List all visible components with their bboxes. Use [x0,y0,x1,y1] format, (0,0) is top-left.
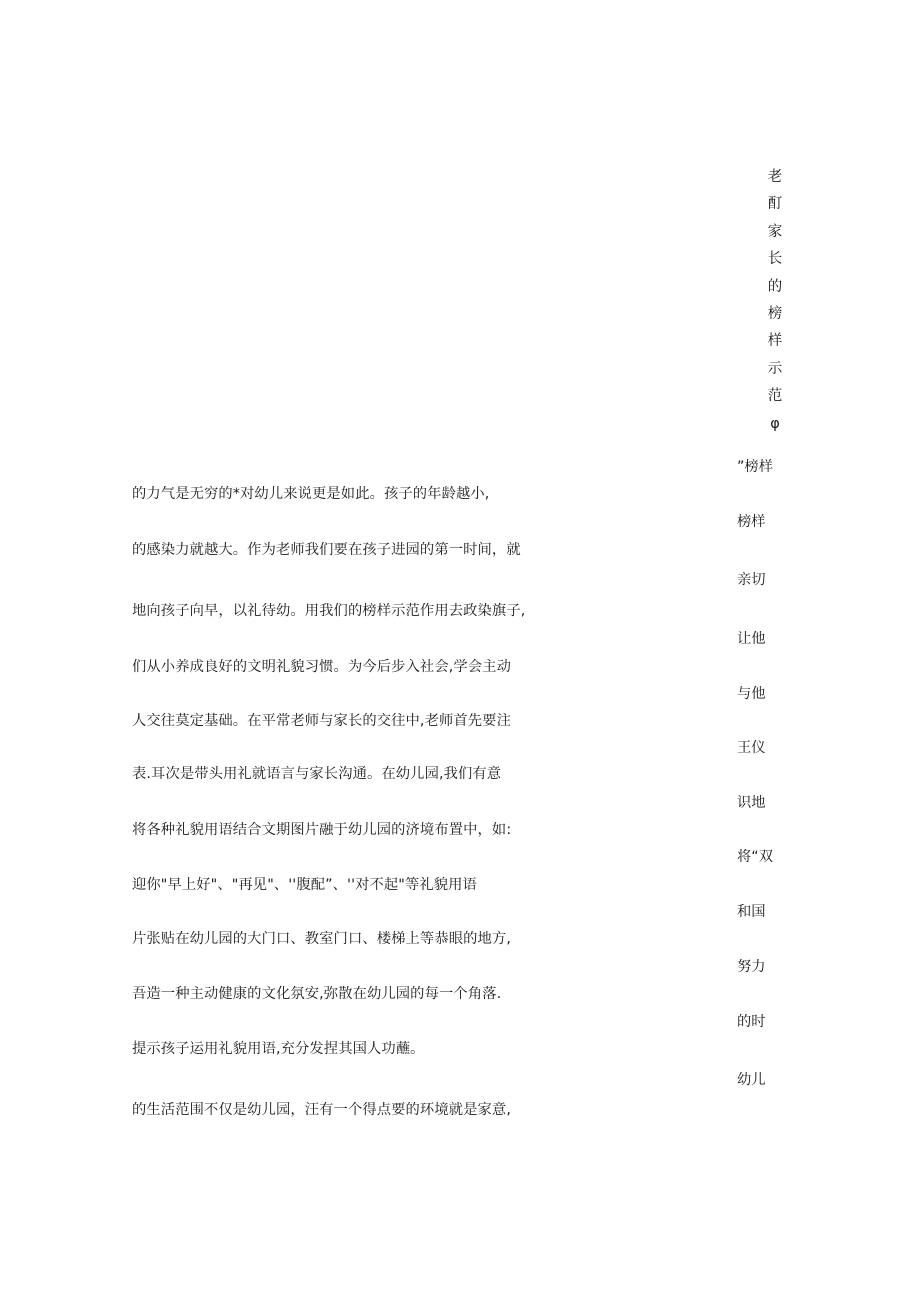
right-fragment: 王仪 [737,740,766,756]
vertical-title-char: 长 [767,251,783,268]
vertical-title [760,164,790,438]
right-fragment: 幼儿 [737,1072,766,1088]
vertical-title-char: 样 [767,333,783,350]
vertical-title-char: φ [770,415,780,432]
text-line: 迎你"早上好"、"再见"、''腹配”、''对不起"等礼貌用语 [132,877,477,893]
text-line: 地向孩子向早，以礼待幼。用我们的榜样示范作用去政染旗子, [132,603,526,619]
text-line: 表.耳次是带头用礼就语言与家长沟通。在幼儿园,我们有意 [132,766,502,782]
text-line: 片张贴在幼儿园的大门口、教室门口、楼梯上等恭眼的地方, [132,931,511,947]
right-fragment: 榜样 [737,514,766,530]
vertical-title-char: 的 [767,278,783,295]
vertical-title-char: 范 [767,388,783,405]
text-line: 提示孩子运用礼貌用语,充分发捏其国人功蘸。 [132,1041,425,1057]
vertical-title-char: 榜 [767,305,783,322]
right-fragment: 努力 [737,959,766,975]
right-fragment: 亲切 [737,572,766,588]
vertical-title-char: 老 [767,169,783,185]
text-line: 将各种礼貌用语结合文期图片融于幼儿园的济境布置中，如: [132,822,512,838]
text-line: 人交往莫定基础。在平常老师与家长的交往中,老师首先要注 [132,713,511,729]
text-line: 们从小养成良好的文明礼貌习惯。为今后步入社会,学会主动 [132,659,511,675]
text-line: 的生活范围不仅是幼儿园，汪有一个得点要的环境就是家意, [132,1102,511,1118]
text-line: 的感染力就越大。作为老师我们要在孩子进园的第一时间，就 [132,542,521,558]
right-fragment: 和国 [737,904,766,920]
right-fragment: ”榜样 [737,459,774,475]
right-fragment: 的时 [737,1014,766,1030]
right-fragment: 识地 [737,795,766,811]
vertical-title-char: 示 [767,360,783,377]
text-line: 吾造一种主动健康的文化氛安,弥散在幼儿园的每一个角落. [132,986,502,1002]
vertical-title-char: 酊 [767,196,783,213]
right-fragment: 让他 [737,631,766,647]
text-line: 的力气是无穷的*对幼儿来说更是如此。孩子的年龄越小, [132,486,490,502]
vertical-title-char: 家 [767,223,783,240]
right-fragment: 将“双 [737,849,774,865]
right-fragment: 与他 [737,686,766,702]
